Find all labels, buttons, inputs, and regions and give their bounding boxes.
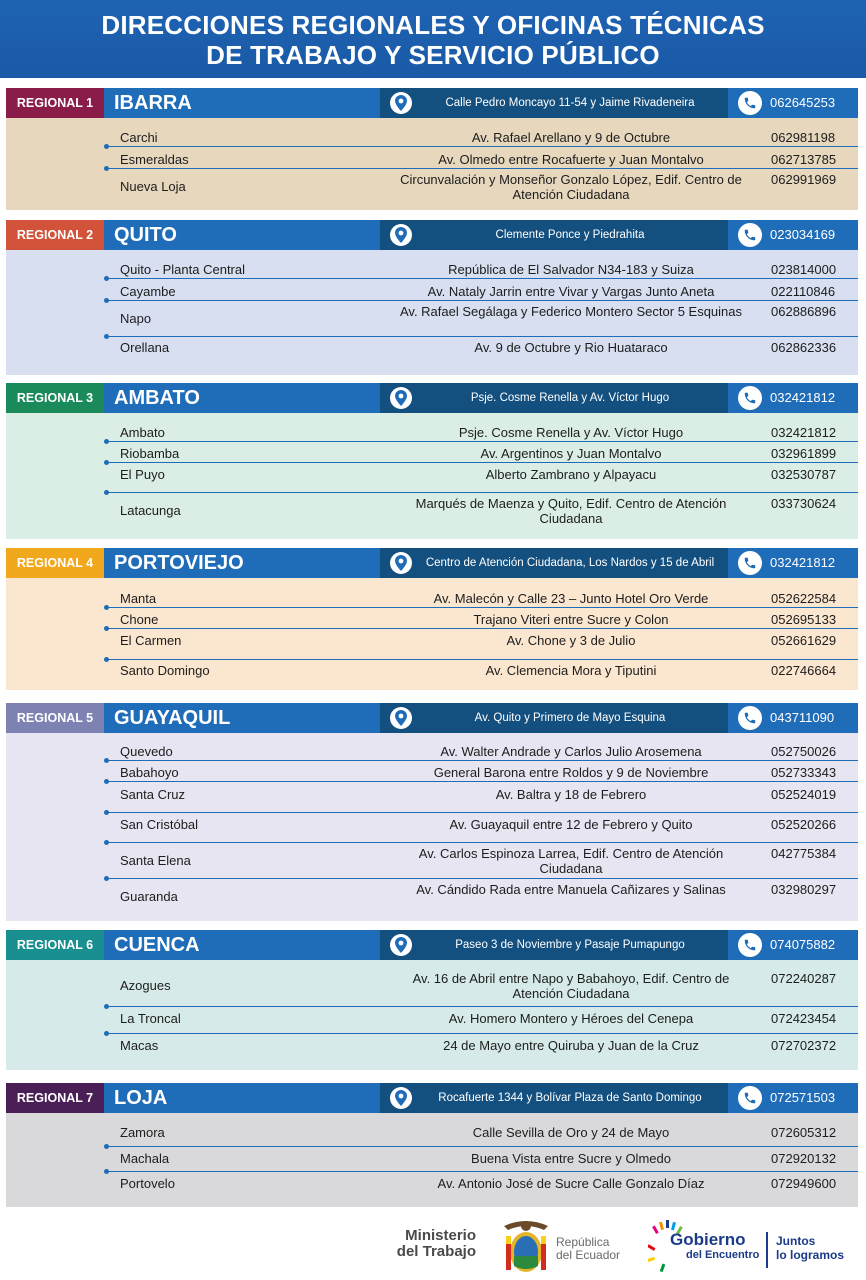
phone-icon bbox=[738, 933, 762, 957]
footer bbox=[0, 1208, 866, 1280]
republica-del-ecuador-text: República del Ecuador bbox=[556, 1235, 621, 1262]
ministerio-logo: Ministerio del Trabajo bbox=[396, 1227, 476, 1260]
office-name: Zamora bbox=[120, 1125, 165, 1140]
office-address: Av. 9 de Octubre y Rio Huataraco bbox=[474, 340, 668, 355]
office-address: Av. Clemencia Mora y Tiputini bbox=[485, 663, 657, 678]
region-address-box bbox=[380, 220, 728, 250]
office-name: Babahoyo bbox=[120, 765, 179, 780]
region-phone-box bbox=[734, 383, 858, 413]
region-offices bbox=[6, 250, 858, 375]
region-address: Clemente Ponce y Piedrahita bbox=[495, 228, 645, 241]
office-name: Santa Cruz bbox=[120, 787, 186, 802]
office-address: Av. Nataly Jarrin entre Vivar y Vargas Junto Aneta bbox=[427, 284, 715, 299]
office-address: Circunvalación y Monseñor Gonzalo López, Edif. Centro de Atención Ciudadana bbox=[400, 172, 742, 202]
office-phone: 062981198 bbox=[771, 130, 836, 145]
office-address: Av. Chone y 3 de Julio bbox=[506, 633, 636, 648]
office-phone: 052520266 bbox=[771, 817, 837, 832]
office-phone: 062886896 bbox=[771, 304, 837, 319]
juntos-lo-logramos-text: Juntos lo logramos bbox=[776, 1234, 845, 1262]
office-phone: 072605312 bbox=[771, 1125, 837, 1140]
office-address: Marqués de Maenza y Quito, Edif. Centro de Atención Ciudadana bbox=[415, 496, 727, 526]
row-separator bbox=[106, 781, 858, 782]
region-phone-box bbox=[734, 703, 858, 733]
office-name: Quito - Planta Central bbox=[120, 262, 246, 277]
office-phone: 023814000 bbox=[771, 262, 837, 277]
region-5 bbox=[6, 703, 858, 921]
office-phone: 033730624 bbox=[771, 496, 837, 511]
region-address-box bbox=[380, 88, 728, 118]
office-address: Trajano Viteri entre Sucre y Colon bbox=[473, 612, 669, 627]
region-phone-box bbox=[734, 1083, 858, 1113]
region-address-box bbox=[380, 1083, 728, 1113]
region-city: PORTOVIEJO bbox=[114, 552, 244, 574]
region-offices bbox=[6, 1113, 858, 1207]
office-name: Santo Domingo bbox=[120, 663, 210, 678]
location-pin-icon bbox=[390, 707, 412, 729]
office-name: Manta bbox=[120, 591, 157, 606]
row-separator bbox=[106, 168, 858, 169]
region-address: Av. Quito y Primero de Mayo Esquina bbox=[474, 711, 666, 724]
location-pin-icon bbox=[390, 1087, 412, 1109]
office-phone: 052524019 bbox=[771, 787, 837, 802]
row-separator bbox=[106, 462, 858, 463]
region-offices bbox=[6, 578, 858, 690]
office-name: Portovelo bbox=[120, 1176, 175, 1191]
office-phone: 062991969 bbox=[771, 172, 837, 187]
region-7 bbox=[6, 1083, 858, 1207]
office-name: Chone bbox=[120, 612, 159, 627]
region-phone: 074075882 bbox=[770, 937, 836, 952]
office-phone: 072702372 bbox=[771, 1038, 837, 1053]
office-phone: 052733343 bbox=[771, 765, 837, 780]
row-separator bbox=[106, 659, 858, 660]
office-phone: 072423454 bbox=[771, 1011, 837, 1026]
region-offices bbox=[6, 413, 858, 539]
location-pin-icon bbox=[390, 552, 412, 574]
region-address: Calle Pedro Moncayo 11-54 y Jaime Rivadeneira bbox=[445, 96, 695, 109]
office-address: Av. Carlos Espinoza Larrea, Edif. Centro de Atención Ciudadana bbox=[418, 846, 724, 876]
office-address: Alberto Zambrano y Alpayacu bbox=[485, 467, 657, 482]
office-name: Napo bbox=[120, 311, 152, 326]
office-address: Av. Argentinos y Juan Montalvo bbox=[480, 446, 662, 461]
office-phone: 072920132 bbox=[771, 1151, 837, 1166]
region-address-box bbox=[380, 930, 728, 960]
office-phone: 072949600 bbox=[771, 1176, 837, 1191]
region-phone: 032421812 bbox=[770, 555, 836, 570]
region-address: Centro de Atención Ciudadana, Los Nardos y 15 de Abril bbox=[425, 556, 715, 569]
row-separator bbox=[106, 760, 858, 761]
region-header bbox=[6, 548, 858, 578]
region-phone-box bbox=[734, 220, 858, 250]
office-name: El Puyo bbox=[120, 467, 165, 482]
office-address: Calle Sevilla de Oro y 24 de Mayo bbox=[472, 1125, 670, 1140]
row-separator bbox=[106, 878, 858, 879]
region-address-box bbox=[380, 703, 728, 733]
region-tag: REGIONAL 4 bbox=[6, 548, 104, 578]
office-name: Esmeraldas bbox=[120, 152, 189, 167]
region-phone: 072571503 bbox=[770, 1090, 836, 1105]
region-tag: REGIONAL 3 bbox=[6, 383, 104, 413]
gobierno-text: Gobierno bbox=[670, 1230, 746, 1249]
location-pin-icon bbox=[390, 224, 412, 246]
page-header bbox=[0, 0, 866, 78]
office-phone: 042775384 bbox=[771, 846, 837, 861]
office-address: Av. Baltra y 18 de Febrero bbox=[495, 787, 647, 802]
region-2 bbox=[6, 220, 858, 375]
region-city: IBARRA bbox=[114, 92, 192, 114]
office-address: Av. Malecón y Calle 23 – Junto Hotel Oro Verde bbox=[433, 591, 709, 606]
office-name: Riobamba bbox=[120, 446, 180, 461]
row-separator bbox=[106, 607, 858, 608]
region-tag: REGIONAL 5 bbox=[6, 703, 104, 733]
office-phone: 062713785 bbox=[771, 152, 837, 167]
region-tag: REGIONAL 7 bbox=[6, 1083, 104, 1113]
office-name: Quevedo bbox=[120, 744, 173, 759]
office-address: Av. Cándido Rada entre Manuela Cañizares y Salinas bbox=[416, 882, 726, 897]
office-phone: 032421812 bbox=[771, 425, 837, 440]
office-address: Psje. Cosme Renella y Av. Víctor Hugo bbox=[458, 425, 684, 440]
row-separator bbox=[106, 842, 858, 843]
office-address: Av. Homero Montero y Héroes del Cenepa bbox=[448, 1011, 694, 1026]
region-phone-box bbox=[734, 88, 858, 118]
office-address: Av. Walter Andrade y Carlos Julio Arosemena bbox=[440, 744, 702, 759]
office-phone: 072240287 bbox=[771, 971, 837, 986]
office-name: Macas bbox=[120, 1038, 159, 1053]
office-phone: 052695133 bbox=[771, 612, 837, 627]
region-offices bbox=[6, 960, 858, 1070]
office-name: Carchi bbox=[120, 130, 158, 145]
phone-icon bbox=[738, 91, 762, 115]
region-address: Psje. Cosme Renella y Av. Víctor Hugo bbox=[470, 391, 670, 404]
office-name: Azogues bbox=[120, 978, 171, 993]
location-pin-icon bbox=[390, 934, 412, 956]
region-header bbox=[6, 220, 858, 250]
region-phone: 023034169 bbox=[770, 227, 836, 242]
office-address: Av. 16 de Abril entre Napo y Babahoyo, Edif. Centro de Atención Ciudadana bbox=[412, 971, 730, 1001]
office-address: Av. Guayaquil entre 12 de Febrero y Quito bbox=[449, 817, 693, 832]
office-name: Nueva Loja bbox=[120, 179, 186, 194]
region-header bbox=[6, 930, 858, 960]
region-address-box bbox=[380, 383, 728, 413]
row-separator bbox=[106, 300, 858, 301]
row-separator bbox=[106, 146, 858, 147]
region-address: Paseo 3 de Noviembre y Pasaje Pumapungo bbox=[455, 938, 685, 951]
region-header bbox=[6, 703, 858, 733]
row-separator bbox=[106, 1006, 858, 1007]
phone-icon bbox=[738, 386, 762, 410]
location-pin-icon bbox=[390, 92, 412, 114]
office-phone: 062862336 bbox=[771, 340, 837, 355]
row-separator bbox=[106, 812, 858, 813]
gobierno-sub-text: del Encuentro bbox=[686, 1249, 760, 1261]
region-city: LOJA bbox=[114, 1087, 168, 1109]
region-phone-box bbox=[734, 548, 858, 578]
page-title-line2: DE TRABAJO Y SERVICIO PÚBLICO bbox=[206, 40, 660, 70]
office-address: Buena Vista entre Sucre y Olmedo bbox=[471, 1151, 671, 1166]
phone-icon bbox=[738, 706, 762, 730]
office-name: Machala bbox=[120, 1151, 170, 1166]
office-name: Santa Elena bbox=[120, 853, 191, 868]
region-tag: REGIONAL 2 bbox=[6, 220, 104, 250]
region-header bbox=[6, 88, 858, 118]
office-address: Av. Rafael Segálaga y Federico Montero Sector 5 Esquinas bbox=[399, 304, 743, 319]
phone-icon bbox=[738, 1086, 762, 1110]
region-city: GUAYAQUIL bbox=[114, 707, 231, 729]
office-name: Guaranda bbox=[120, 889, 178, 904]
region-phone: 032421812 bbox=[770, 390, 836, 405]
region-city: QUITO bbox=[114, 224, 177, 246]
region-phone: 043711090 bbox=[770, 710, 835, 725]
phone-icon bbox=[738, 223, 762, 247]
office-address: Av. Olmedo entre Rocafuerte y Juan Montalvo bbox=[438, 152, 704, 167]
region-address: Rocafuerte 1344 y Bolívar Plaza de Santo Domingo bbox=[438, 1091, 702, 1104]
region-city: AMBATO bbox=[114, 387, 200, 409]
row-separator bbox=[106, 1171, 858, 1172]
office-name: Cayambe bbox=[120, 284, 176, 299]
footer-divider bbox=[766, 1232, 768, 1268]
region-offices bbox=[6, 118, 858, 210]
region-city: CUENCA bbox=[114, 934, 200, 956]
office-address: General Barona entre Roldos y 9 de Noviembre bbox=[433, 765, 709, 780]
office-phone: 032980297 bbox=[771, 882, 837, 897]
phone-icon bbox=[738, 551, 762, 575]
region-address-box bbox=[380, 548, 728, 578]
region-phone-box bbox=[734, 930, 858, 960]
office-name: El Carmen bbox=[120, 633, 182, 648]
region-header bbox=[6, 383, 858, 413]
office-name: Ambato bbox=[120, 425, 165, 440]
office-address: Av. Rafael Arellano y 9 de Octubre bbox=[471, 130, 671, 145]
office-phone: 052750026 bbox=[771, 744, 837, 759]
row-separator bbox=[106, 1033, 858, 1034]
region-1 bbox=[6, 88, 858, 210]
row-separator bbox=[106, 492, 858, 493]
region-phone: 062645253 bbox=[770, 95, 836, 110]
office-name: La Troncal bbox=[120, 1011, 181, 1026]
ecuador-coat-of-arms-icon bbox=[500, 1216, 552, 1278]
office-address: 24 de Mayo entre Quiruba y Juan de la Cruz bbox=[443, 1038, 699, 1053]
office-phone: 032961899 bbox=[771, 446, 837, 461]
row-separator bbox=[106, 278, 858, 279]
office-phone: 052622584 bbox=[771, 591, 837, 606]
office-name: Orellana bbox=[120, 340, 170, 355]
region-tag: REGIONAL 1 bbox=[6, 88, 104, 118]
row-separator bbox=[106, 628, 858, 629]
office-phone: 022110846 bbox=[771, 284, 836, 299]
region-4 bbox=[6, 548, 858, 690]
office-name: San Cristóbal bbox=[120, 817, 199, 832]
office-address: República de El Salvador N34-183 y Suiza bbox=[448, 262, 694, 277]
region-6 bbox=[6, 930, 858, 1070]
office-address: Av. Antonio José de Sucre Calle Gonzalo Díaz bbox=[437, 1176, 705, 1191]
office-phone: 052661629 bbox=[771, 633, 837, 648]
region-header bbox=[6, 1083, 858, 1113]
region-3 bbox=[6, 383, 858, 539]
location-pin-icon bbox=[390, 387, 412, 409]
region-offices bbox=[6, 733, 858, 921]
office-name: Latacunga bbox=[120, 503, 181, 518]
region-tag: REGIONAL 6 bbox=[6, 930, 104, 960]
row-separator bbox=[106, 336, 858, 337]
office-phone: 022746664 bbox=[771, 663, 837, 678]
row-separator bbox=[106, 1146, 858, 1147]
office-phone: 032530787 bbox=[771, 467, 837, 482]
page-title-line1: DIRECCIONES REGIONALES Y OFICINAS TÉCNICAS bbox=[101, 10, 765, 40]
row-separator bbox=[106, 441, 858, 442]
